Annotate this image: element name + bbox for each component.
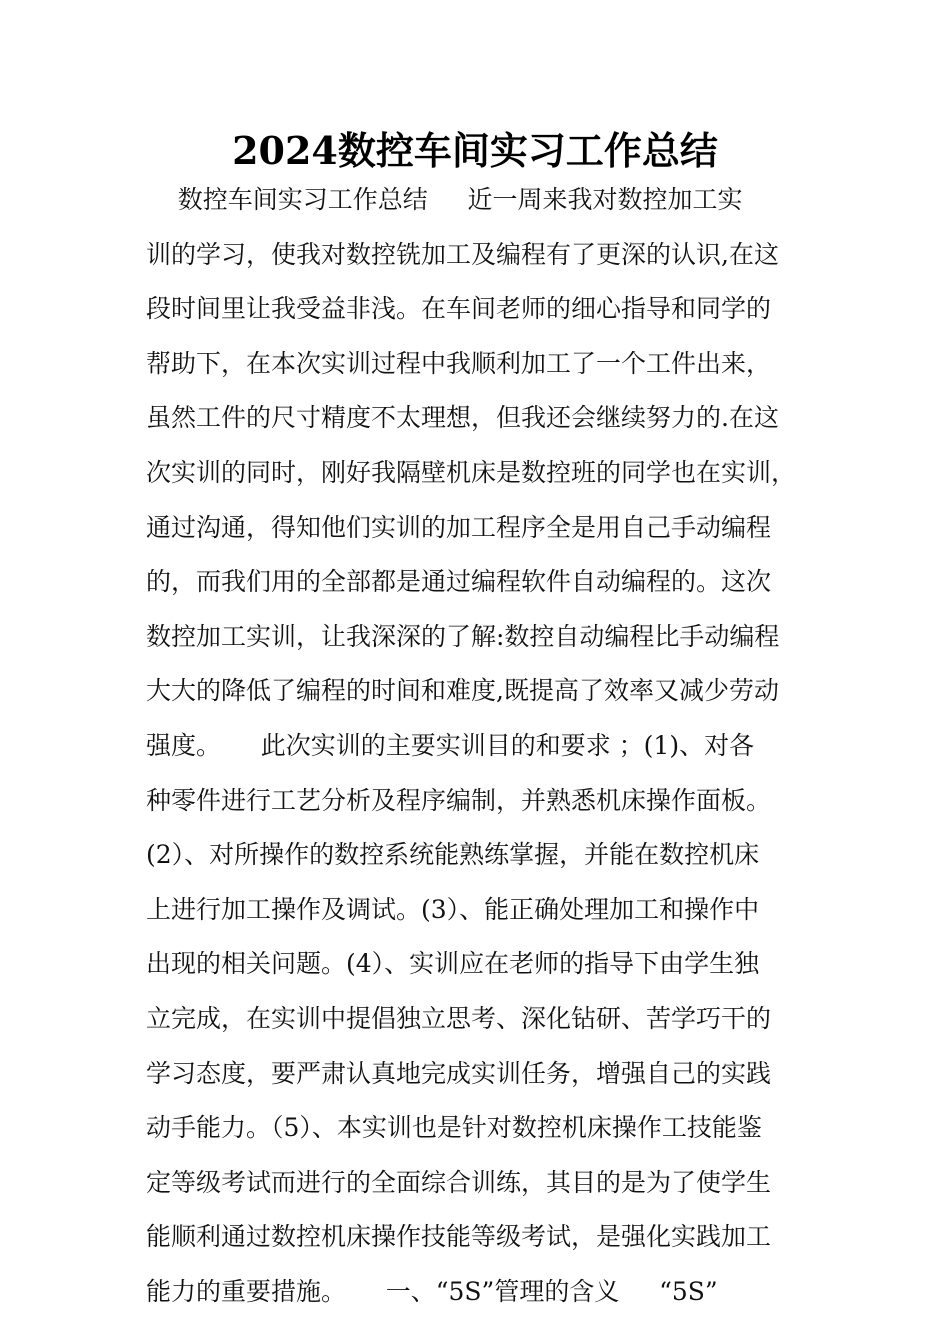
- document-body: [146, 173, 806, 1319]
- body-text-line: 的，而我们用的全部都是通过编程软件自动编程的。这次: [146, 567, 772, 597]
- body-text-line: 上进行加工操作及调试。(3）、能正确处理加工和操作中: [146, 894, 760, 924]
- body-text-line: 帮助下，在本次实训过程中我顺利加工了一个工件出来，: [146, 348, 772, 378]
- body-text-line: 数控车间实习工作总结 近一周来我对数控加工实: [146, 185, 743, 214]
- document-title: 2024数控车间实习工作总结: [232, 128, 718, 173]
- body-text-line: 种零件进行工艺分析及程序编制，并熟悉机床操作面板。: [146, 785, 772, 815]
- body-text-line: 出现的相关问题。(4）、实训应在老师的指导下由学生独: [146, 949, 760, 979]
- body-text-line: 能力的重要措施。 一、“5S”管理的含义 “5S”: [146, 1276, 718, 1306]
- body-text-line: 定等级考试而进行的全面综合训练，其目的是为了使学生: [146, 1167, 772, 1197]
- body-text-line: 次实训的同时，刚好我隔壁机床是数控班的同学也在实训，: [146, 457, 797, 487]
- body-text-line: 能顺利通过数控机床操作技能等级考试，是强化实践加工: [146, 1222, 772, 1252]
- body-text-line: 段时间里让我受益非浅。在车间老师的细心指导和同学的: [146, 294, 772, 324]
- body-text-line: 通过沟通，得知他们实训的加工程序全是用自己手动编程: [146, 512, 772, 542]
- body-text-line: 大大的降低了编程的时间和难度,既提高了效率又减少劳动: [146, 676, 779, 706]
- body-text-line: 学习态度，要严肃认真地完成实训任务，增强自己的实践: [146, 1058, 772, 1088]
- body-text-line: 数控加工实训，让我深深的了解:数控自动编程比手动编程: [146, 621, 780, 651]
- body-text-line: 虽然工件的尺寸精度不太理想，但我还会继续努力的.在这: [146, 403, 779, 433]
- body-text-line: 强度。 此次实训的主要实训目的和要求 ；(1)、对各: [146, 730, 755, 760]
- body-text-line: 立完成，在实训中提倡独立思考、深化钻研、苦学巧干的: [146, 1003, 772, 1033]
- body-text-line: (2）、对所操作的数控系统能熟练掌握，并能在数控机床: [146, 840, 760, 870]
- body-text-line: 动手能力。（5）、本实训也是针对数控机床操作工技能鉴: [146, 1113, 762, 1143]
- body-text-line: 训的学习，使我对数控铣加工及编程有了更深的认识,在这: [146, 239, 779, 269]
